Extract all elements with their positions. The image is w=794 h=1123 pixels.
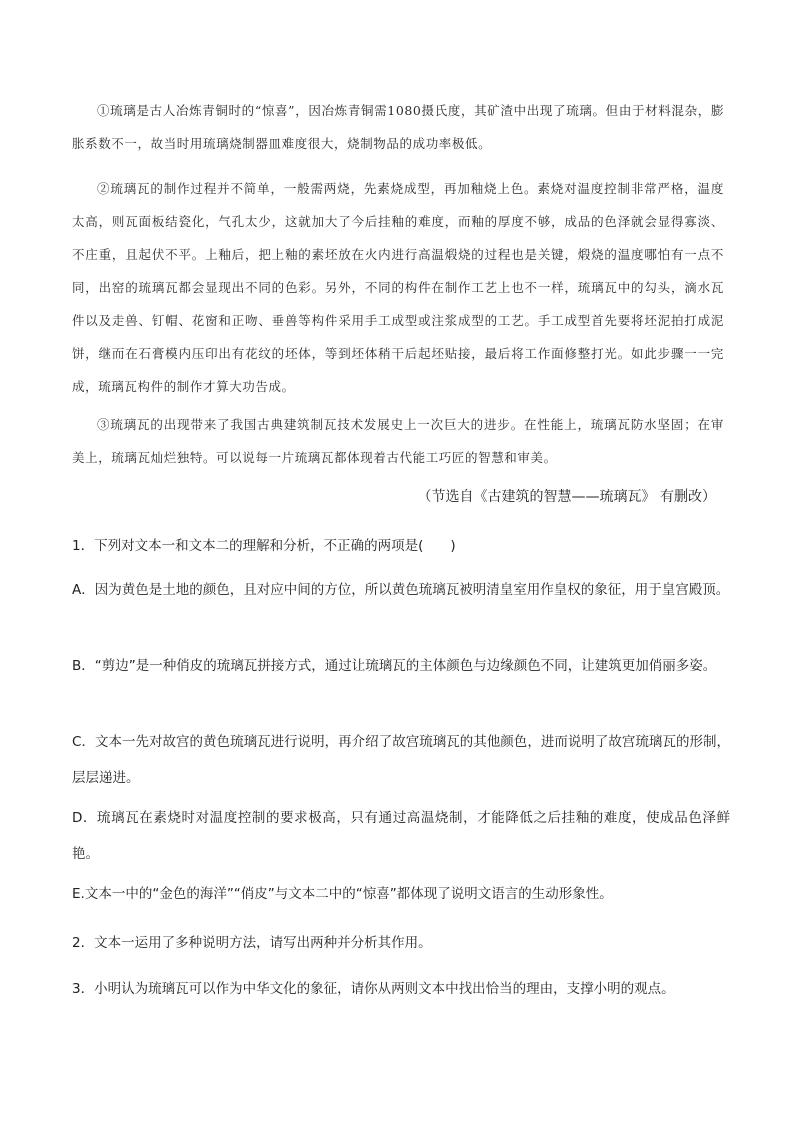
option-e: E.文本一中的“金色的海洋”“俏皮”与文本二中的“惊喜”都体现了说明文语言的生动形象性。 [72, 886, 613, 902]
option-d: D．琉璃瓦在素烧时对温度控制的要求极高，只有通过高温烧制，才能降低之后挂釉的难度，使成品色泽鲜艳。 [72, 810, 730, 862]
question-3: 3．小明认为琉璃瓦可以作为中华文化的象征，请你从两则文本中找出恰当的理由，支撑小明的观点。 [72, 981, 675, 997]
passage-source: （节选自《古建筑的智慧——琉璃瓦》 有删改） [417, 489, 716, 505]
passage-paragraph-2: ②琉璃瓦的制作过程并不简单，一般需两烧，先素烧成型，再加釉烧上色。素烧对温度控制非常严格，温度太高，则瓦面板结瓷化，气孔太少，这就加大了今后挂釉的难度，而釉的厚度不够，成品的色泽就会显得寡淡、不庄重，且起伏不平。上釉后，把上釉的素坯放在火内进行高温煅烧的过程也是关键，煅烧的温度哪怕有一点不同，出窑的琉璃瓦都会显现出不同的色彩。另外，不同的构件在制作工艺上也不一样，琉璃瓦中的勾头，滴水瓦件以及走兽、钉帽、花窗和正吻、垂兽等构件采用手工成型或注浆成型的工艺。手工成型首先要将坯泥拍打成泥饼，继而在石膏模内压印出有花纹的坯体，等到坯体稍干后起坯贴接，最后将工作面修整打光。如此步骤一一完成，琉璃瓦构件的制作才算大功告成。 [72, 181, 724, 394]
passage-paragraph-3: ③琉璃瓦的出现带来了我国古典建筑制瓦技术发展史上一次巨大的进步。在性能上，琉璃瓦防水坚固；在审美上，琉璃瓦灿烂独特。可以说每一片琉璃瓦都体现着古代能工巧匠的智慧和审美。 [72, 417, 724, 465]
option-a: A．因为黄色是土地的颜色，且对应中间的方位，所以黄色琉璃瓦被明清皇室用作皇权的象征，用于皇宫殿顶。 [72, 582, 730, 598]
question-2: 2．文本一运用了多种说明方法，请写出两种并分析其作用。 [72, 935, 432, 951]
option-b: B．“剪边”是一种俏皮的琉璃瓦拼接方式，通过让琉璃瓦的主体颜色与边缘颜色不同，让建筑更加俏丽多姿。 [72, 658, 717, 674]
option-c: C．文本一先对故宫的黄色琉璃瓦进行说明，再介绍了故宫琉璃瓦的其他颜色，进而说明了故宫琉璃瓦的形制，层层递进。 [72, 734, 730, 786]
question-1: 1．下列对文本一和文本二的理解和分析，不正确的两项是( ) [72, 538, 456, 554]
passage-paragraph-1: ①琉璃是古人冶炼青铜时的“惊喜”，因冶炼青铜需1080摄氏度，其矿渣中出现了琉璃。但由于材料混杂，膨胀系数不一，故当时用琉璃烧制器皿难度很大，烧制物品的成功率极低。 [72, 103, 724, 151]
